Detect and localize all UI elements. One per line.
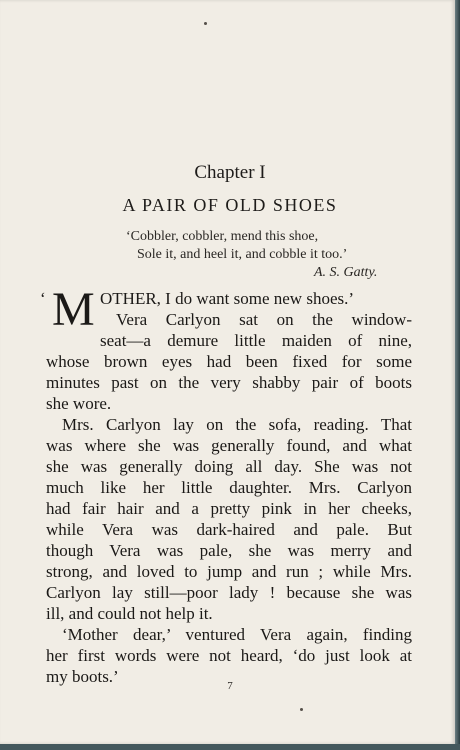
text-line: whose brown eyes had been fixed for some xyxy=(46,352,412,371)
chapter-title: A PAIR OF OLD SHOES xyxy=(122,195,338,215)
text-line: she was generally doing all day. She was not xyxy=(46,457,412,476)
epigraph-attribution: A. S. Gatty. xyxy=(314,265,378,280)
text-line: strong, and loved to jump and run ; while Mrs. xyxy=(46,562,412,581)
text-line: minutes past on the very shabby pair of boots xyxy=(46,373,412,392)
text-line: she wore. xyxy=(46,394,112,413)
chapter-number: Chapter I xyxy=(194,162,266,183)
text-line: was where she was generally found, and what xyxy=(46,436,412,455)
epigraph-line-1: ‘Cobbler, cobbler, mend this shoe, xyxy=(126,229,319,244)
text-line: Vera Carlyon sat on the window- xyxy=(116,310,412,329)
paper-speck xyxy=(204,22,207,25)
text-line: Carlyon lay still—poor lady ! because she was xyxy=(46,583,412,602)
text-line: had fair hair and a pretty pink in her cheeks, xyxy=(46,499,412,518)
text-line: though Vera was pale, she was merry and xyxy=(46,541,412,560)
text-line: Mrs. Carlyon lay on the sofa, reading. That xyxy=(62,415,412,434)
text-line: OTHER, I do want some new shoes.’ xyxy=(100,289,355,308)
drop-cap: M xyxy=(52,283,95,336)
book-edge-right xyxy=(455,0,460,750)
text-line: much like her little daughter. Mrs. Carlyon xyxy=(46,478,412,497)
book-edge-bottom xyxy=(0,744,460,750)
body-text xyxy=(40,283,412,687)
text-line: ‘Mother dear,’ ventured Vera again, finding xyxy=(62,625,412,644)
paper-speck xyxy=(300,708,303,711)
epigraph-line-2: Sole it, and heel it, and cobble it too.’ xyxy=(137,247,348,262)
text-line: my boots.’ xyxy=(46,667,119,686)
text-line: her first words were not heard, ‘do just look at xyxy=(46,646,412,665)
opening-quote: ‘ xyxy=(40,289,46,308)
text-line: seat—a demure little maiden of nine, xyxy=(100,331,412,350)
page-number: 7 xyxy=(227,680,233,692)
text-line: while Vera was dark-haired and pale. But xyxy=(46,520,412,539)
text-line: ill, and could not help it. xyxy=(46,604,213,623)
